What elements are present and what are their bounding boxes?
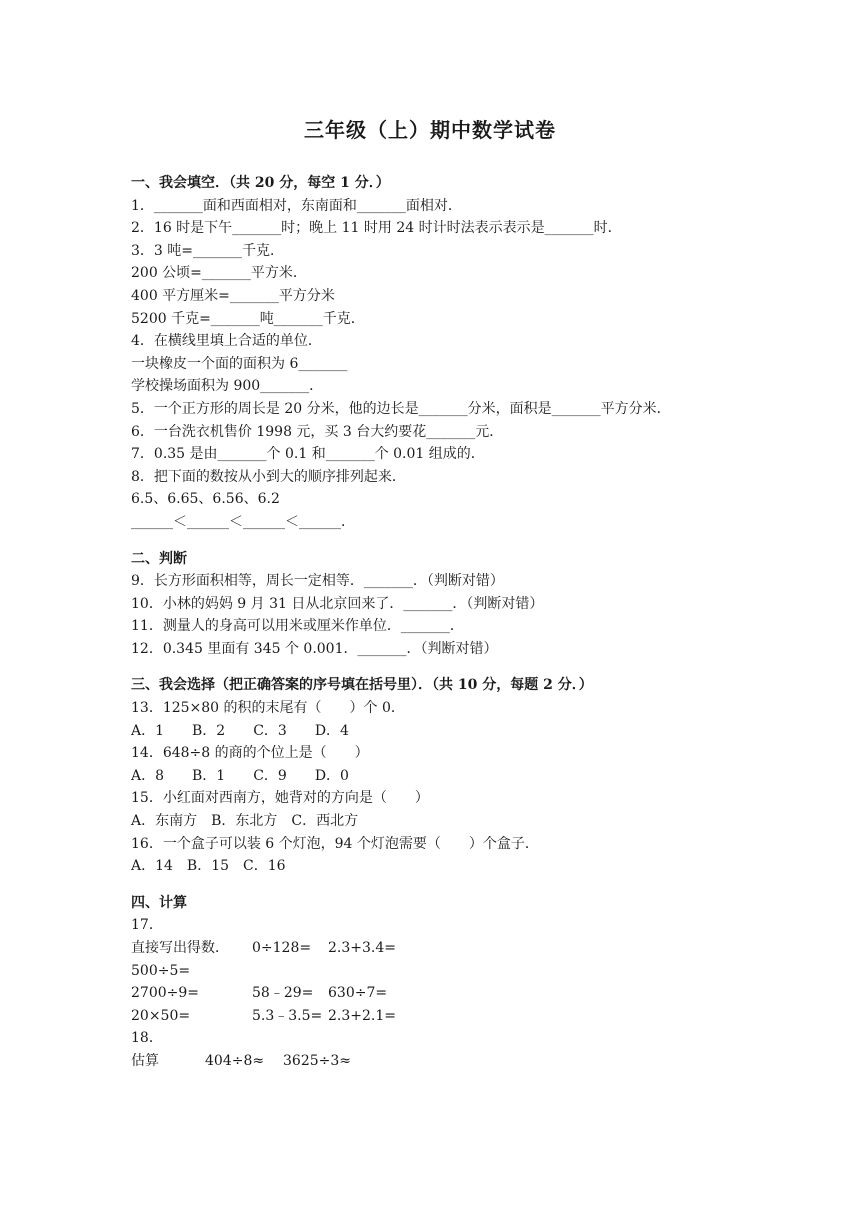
question-line: 学校操场面积为 900_______． [131,378,324,395]
question-line: 6.5、6.65、6.56、6.2 [131,491,280,508]
page-title: 三年级（上）期中数学试卷 [304,118,556,142]
section-choice [131,674,731,877]
choice-options: A．8 B．1 C．9 D．0 [131,767,349,784]
calc-instruction: 直接写出得数． [131,940,229,956]
section-fill-in [131,172,731,534]
calc-item: 58﹣29= [252,985,314,1002]
section-spacer [131,878,731,892]
question-line: 一块橡皮一个面的面积为 6_______ [131,355,348,372]
calc-row [131,937,731,960]
section-heading: 三、我会选择（把正确答案的序号填在括号里）．（共 10 分，每题 2 分．） [131,677,593,694]
calc-item: 2700÷9= [131,985,199,1002]
section-judgement [131,548,731,661]
calc-item: 20×50= [131,1007,191,1024]
question-line: 14．648÷8 的商的个位上是（ ） [131,745,369,762]
calc-item: 0÷128= [252,940,312,956]
question-number: 17． [131,917,163,934]
question-line: 5．一个正方形的周长是 20 分米，他的边长是_______分米，面积是_______平方分米． [131,400,671,417]
section-heading: 二、判断 [131,550,187,567]
estimate-item: 404÷8≈ [205,1052,265,1069]
estimate-label: 估算 [131,1052,159,1069]
question-line: 1．_______面和西面相对，东南面和_______面相对． [131,197,462,214]
question-line: 3．3 吨=_______千克． [131,242,284,259]
estimate-item: 3625÷3≈ [283,1052,351,1069]
question-line: 400 平方厘米=_______平方分米 [131,287,335,304]
question-line: 9．长方形面积相等，周长一定相等．_______．（判断对错） [131,573,504,590]
question-line: 200 公顷=_______平方米． [131,265,307,282]
question-number: 18． [131,1030,163,1047]
calc-row [131,982,731,1005]
question-line: 8．把下面的数按从小到大的顺序排列起来． [131,468,406,485]
question-line: 7．0.35 是由_______个 0.1 和_______个 0.01 组成的． [131,446,485,463]
calc-item: 630÷7= [328,985,388,1002]
choice-options: A．东南方 B．东北方 C．西北方 [131,813,359,830]
question-line: 11．测量人的身高可以用米或厘米作单位．_______． [131,618,464,635]
question-line: 12．0.345 里面有 345 个 0.001．_______．（判断对错） [131,640,498,657]
section-calculation [131,892,731,1073]
question-line: 13．125×80 的积的末尾有（ ）个 0． [131,700,405,717]
question-line: 15．小红面对西南方，她背对的方向是（ ） [131,790,429,807]
question-line: 4．在横线里填上合适的单位． [131,333,322,350]
question-line: 16．一个盒子可以装 6 个灯泡，94 个灯泡需要（ ）个盒子． [131,835,539,852]
section-heading: 四、计算 [131,894,187,911]
calc-row [131,960,731,983]
calc-item: 500÷5= [131,962,191,979]
choice-options: A．1 B．2 C．3 D．4 [131,722,349,739]
question-line: ______＜______＜______＜______． [131,513,355,530]
question-line: 10．小林的妈妈 9 月 31 日从北京回来了．_______．（判断对错） [131,595,544,612]
calc-item: 2.3+3.4= [328,940,396,956]
question-line: 6．一台洗衣机售价 1998 元，买 3 台大约要花_______元． [131,423,504,440]
exam-content [131,172,731,1073]
section-spacer [131,660,731,674]
calc-item: 2.3+2.1= [328,1007,396,1024]
section-heading: 一、我会填空．（共 20 分，每空 1 分．） [131,175,390,191]
choice-options: A．14 B．15 C．16 [131,858,286,875]
calc-row [131,1005,731,1028]
calc-item: 5.3﹣3.5= [252,1007,323,1024]
estimate-row [131,1050,731,1073]
section-spacer [131,534,731,548]
question-line: 5200 千克=_______吨_______千克． [131,310,365,327]
question-line: 2．16 时是下午_______时；晚上 11 时用 24 时计时法表示表示是_______时． [131,220,622,237]
